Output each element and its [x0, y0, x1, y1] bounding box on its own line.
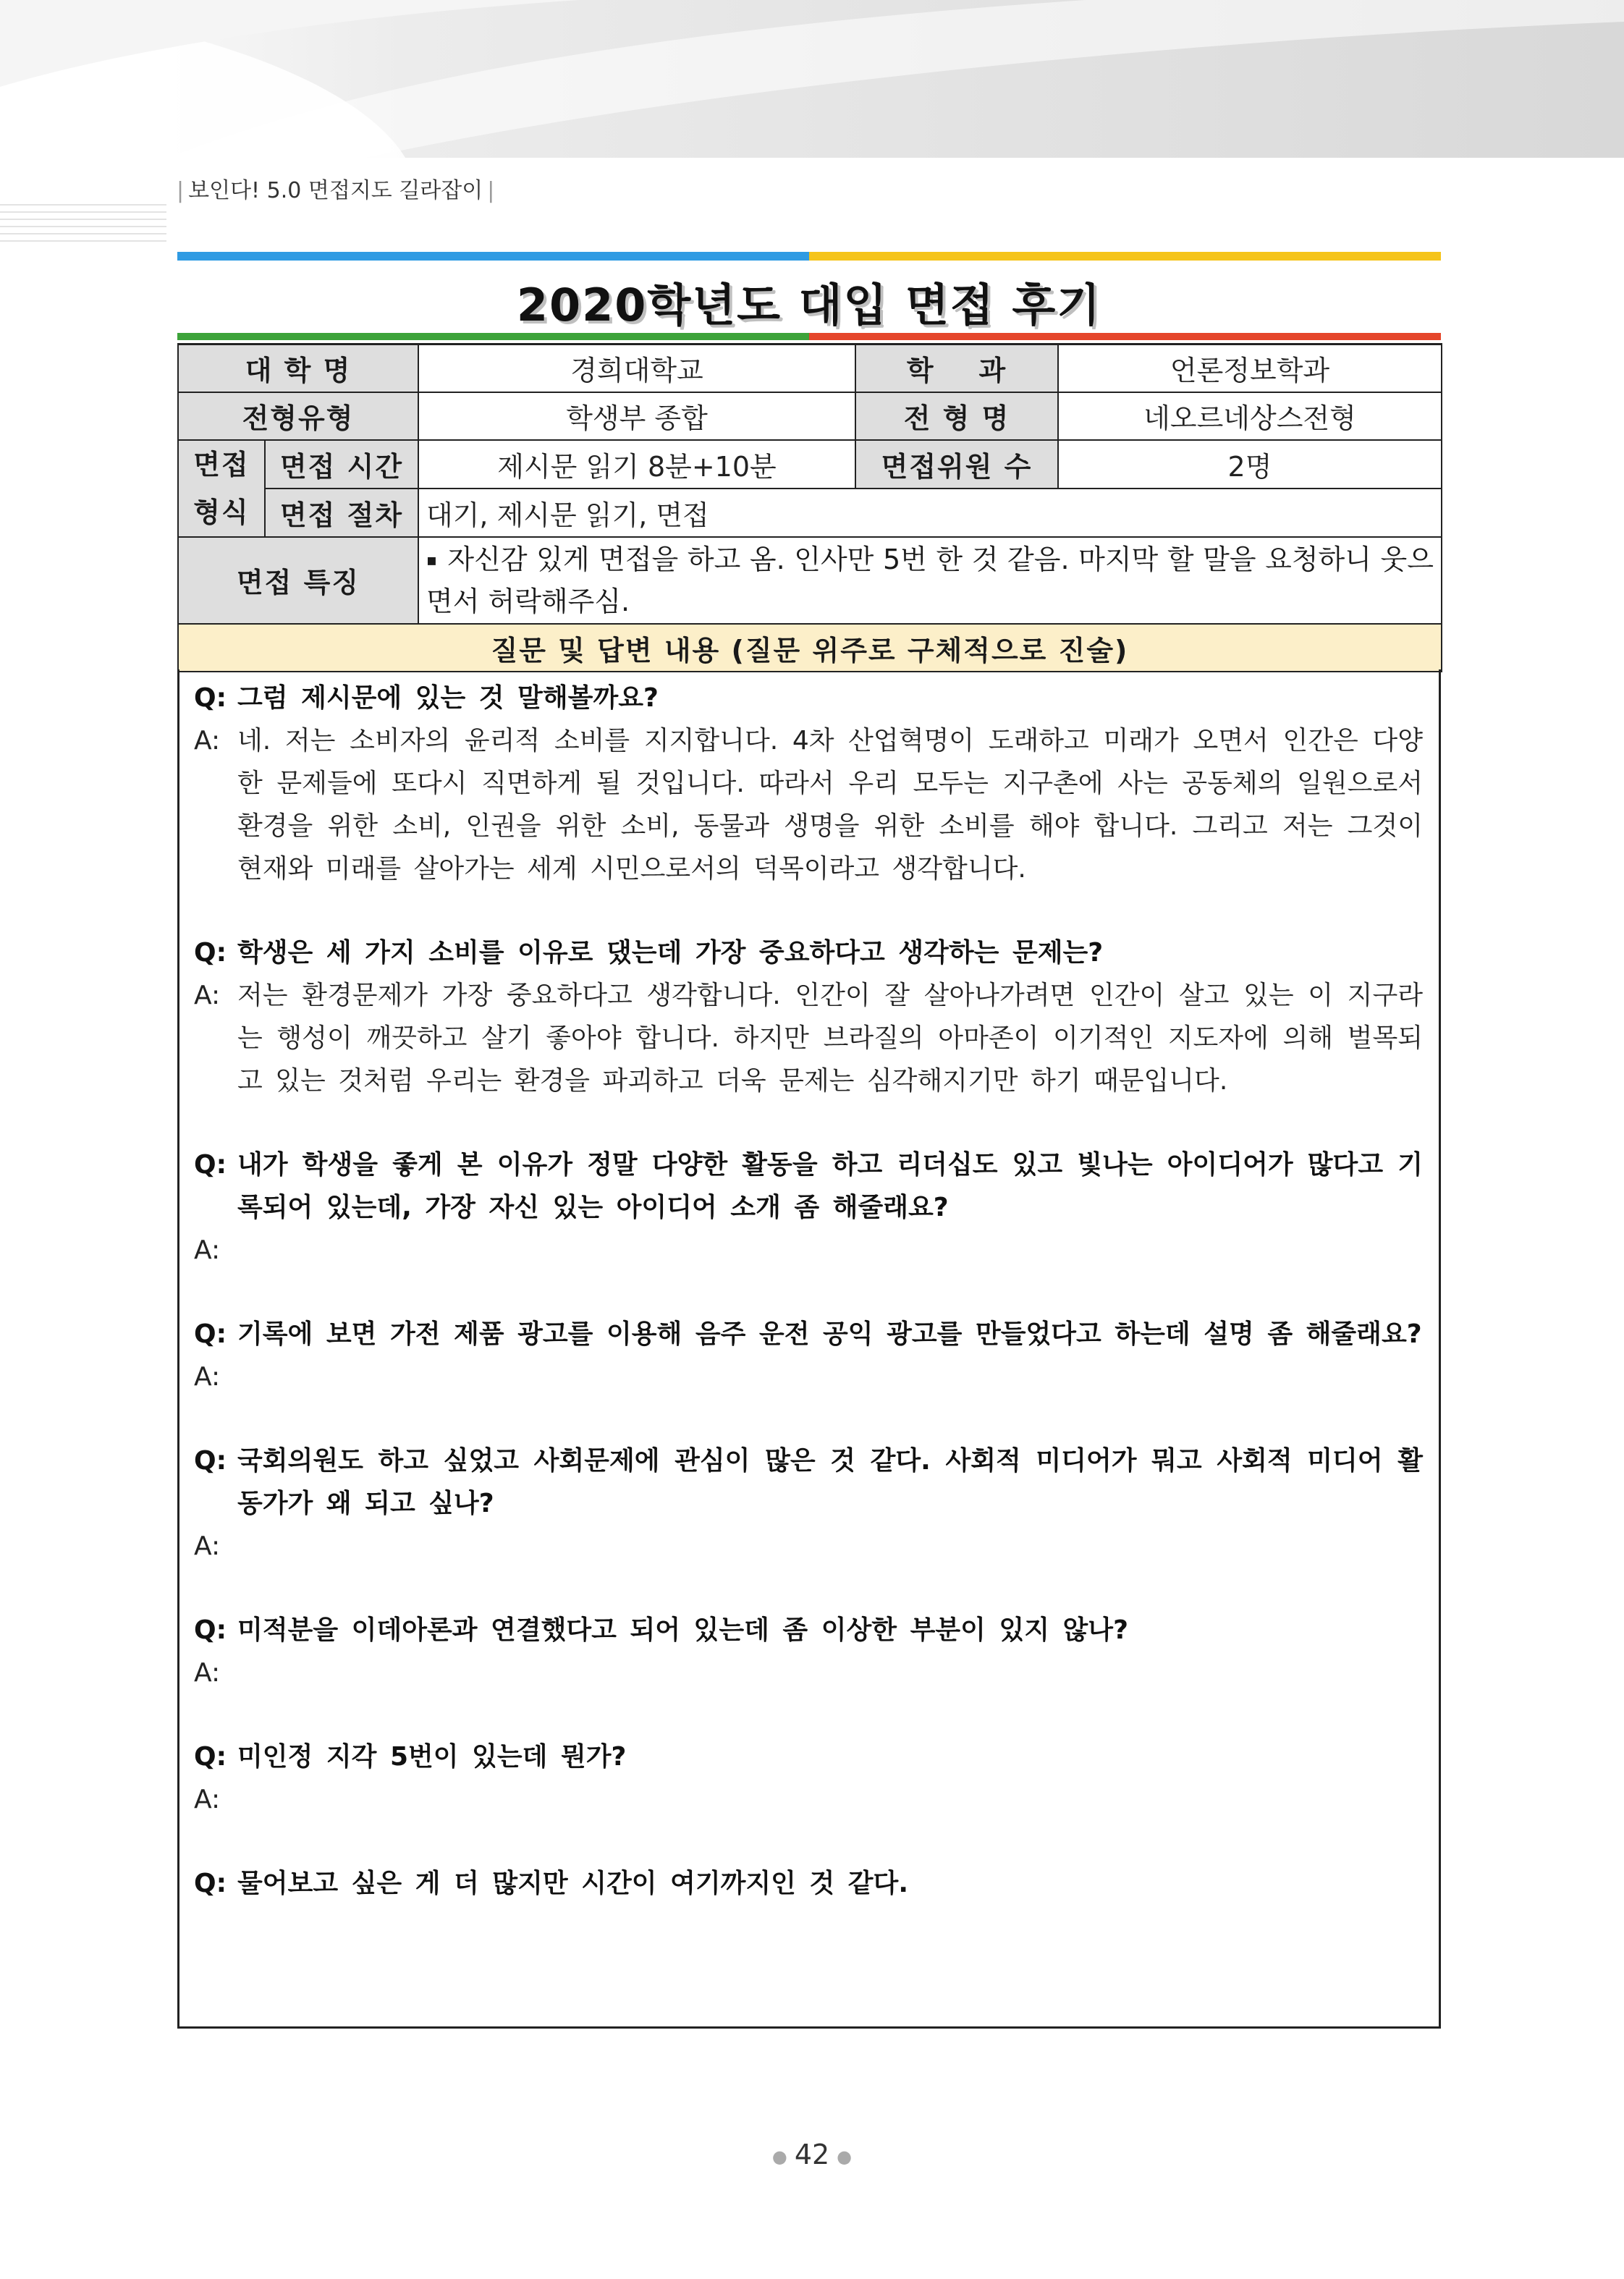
question — [194, 677, 1423, 719]
qa-item — [194, 931, 1423, 1102]
track-value: 네오르네상스전형 — [1058, 392, 1442, 440]
procedure-label: 면접 절차 — [265, 489, 418, 537]
answer-prefix: A: — [194, 1785, 221, 1814]
answer-text: 저는 환경문제가 가장 중요하다고 생각합니다. 인간이 잘 살아나가려면 인간이 살고 있는 이 지구라는 행성이 깨끗하고 살기 좋아야 합니다. 하지만 브라질의 아마존이 이기적인 지도자에 의해 벌목되고 있는 것처럼 우리는 환경을 파괴하고 더욱 문제는 심각해지기만 하기 때문입니다. — [237, 981, 1423, 1096]
question-text: 그럼 제시문에 있는 것 말해볼까요? — [237, 683, 659, 713]
answer — [194, 1652, 1423, 1694]
qa-item — [194, 1313, 1423, 1398]
answer-text — [237, 1778, 1423, 1821]
format-label-line1: 면접 — [193, 448, 250, 481]
question-text: 미인정 지각 5번이 있는데 뭔가? — [237, 1742, 627, 1772]
qa-list — [177, 669, 1441, 2029]
question-text: 내가 학생을 좋게 본 이유가 정말 다양한 활동을 하고 리더십도 있고 빛나는 아이디어가 많다고 기록되어 있는데, 가장 자신 있는 아이디어 소개 좀 해줄래요? — [237, 1150, 1423, 1222]
answer-text: 네. 저는 소비자의 윤리적 소비를 지지합니다. 4차 산업혁명이 도래하고 미래가 오면서 인간은 다양한 문제들에 또다시 직면하게 될 것입니다. 따라서 우리 모두는 지구촌에 사는 공동체의 일원으로서 환경을 위한 소비, 인권을 위한 소비, 동물과 생명을 위한 소비를 해야 합니다. 그리고 저는 그것이 현재와 미래를 살아가는 세계 시민으로서의 덕목이라고 생각합니다. — [237, 726, 1423, 884]
answer — [194, 1525, 1423, 1568]
answer — [194, 719, 1423, 890]
answer — [194, 974, 1423, 1102]
question-prefix: Q: — [194, 938, 227, 968]
question — [194, 1313, 1423, 1356]
interviewers-value: 2명 — [1058, 440, 1442, 489]
qa-item — [194, 1143, 1423, 1272]
university-label: 대 학 명 — [178, 344, 418, 392]
answer — [194, 1778, 1423, 1821]
question-prefix: Q: — [194, 1319, 227, 1349]
feature-label: 면접 특징 — [178, 537, 418, 625]
format-label — [178, 440, 265, 537]
question — [194, 1143, 1423, 1229]
feature-text: 자신감 있게 면접을 하고 옴. 인사만 5번 한 것 같음. 마지막 할 말을 요청하니 웃으면서 허락해주심. — [426, 543, 1434, 617]
question — [194, 1862, 1423, 1905]
question — [194, 931, 1423, 974]
type-value: 학생부 종합 — [418, 392, 855, 440]
info-row — [178, 344, 1442, 392]
answer-text — [237, 1525, 1423, 1568]
page-title: 2020학년도 대입 면접 후기 — [516, 279, 1102, 331]
department-label: 학 과 — [855, 344, 1058, 392]
question — [194, 1609, 1423, 1652]
page-number — [0, 2139, 1624, 2170]
decorative-lines — [0, 204, 166, 248]
question-text: 물어보고 싶은 게 더 많지만 시간이 여기까지인 것 같다. — [237, 1869, 909, 1898]
type-label: 전형유형 — [178, 392, 418, 440]
breadcrumb-text: 보인다! 5.0 면접지도 길라잡이 — [188, 178, 483, 203]
breadcrumb-divider: | — [487, 178, 495, 203]
question-prefix: Q: — [194, 1742, 227, 1772]
interview-info-table — [177, 343, 1442, 672]
info-row — [178, 392, 1442, 440]
breadcrumb — [172, 172, 499, 204]
section-title: 질문 및 답변 내용 (질문 위주로 구체적으로 진술) — [178, 624, 1442, 672]
dot-icon: ● — [837, 2146, 853, 2167]
feature-value — [418, 537, 1442, 625]
info-row — [178, 489, 1442, 537]
answer — [194, 1356, 1423, 1398]
question-text: 기록에 보면 가전 제품 광고를 이용해 음주 운전 공익 광고를 만들었다고 하는데 설명 좀 해줄래요? — [237, 1319, 1422, 1349]
question-prefix: Q: — [194, 1869, 227, 1898]
interviewers-label: 면접위원 수 — [855, 440, 1058, 489]
answer — [194, 1229, 1423, 1272]
track-label: 전 형 명 — [855, 392, 1058, 440]
info-row — [178, 624, 1442, 672]
time-value: 제시문 읽기 8분+10분 — [418, 440, 855, 489]
qa-item — [194, 1862, 1423, 1905]
answer-prefix: A: — [194, 1658, 221, 1688]
time-label: 면접 시간 — [265, 440, 418, 489]
university-value: 경희대학교 — [418, 344, 855, 392]
bullet-icon: ▪ — [426, 551, 438, 570]
format-label-line2: 형식 — [193, 496, 250, 528]
procedure-value: 대기, 제시문 읽기, 면접 — [418, 489, 1442, 537]
qa-item — [194, 1439, 1423, 1568]
question — [194, 1439, 1423, 1525]
breadcrumb-divider: | — [177, 178, 185, 203]
answer-prefix: A: — [194, 1362, 221, 1392]
question-prefix: Q: — [194, 683, 227, 713]
dot-icon: ● — [771, 2146, 787, 2167]
question-text: 학생은 세 가지 소비를 이유로 댔는데 가장 중요하다고 생각하는 문제는? — [237, 938, 1104, 968]
title-color-stripe — [177, 333, 1441, 340]
answer-text — [237, 1229, 1423, 1272]
question-prefix: Q: — [194, 1615, 227, 1645]
page-number-text: 42 — [794, 2139, 830, 2170]
answer-prefix: A: — [194, 1235, 221, 1265]
question-text: 국회의원도 하고 싶었고 사회문제에 관심이 많은 것 같다. 사회적 미디어가 뭐고 사회적 미디어 활동가가 왜 되고 싶나? — [237, 1446, 1423, 1518]
answer-text — [237, 1652, 1423, 1694]
answer-prefix: A: — [194, 981, 221, 1010]
question-prefix: Q: — [194, 1446, 227, 1476]
question-text: 미적분을 이데아론과 연결했다고 되어 있는데 좀 이상한 부분이 있지 않나? — [237, 1615, 1128, 1645]
department-value: 언론정보학과 — [1058, 344, 1442, 392]
answer-text — [237, 1356, 1423, 1398]
qa-item — [194, 1735, 1423, 1821]
info-row — [178, 537, 1442, 625]
answer-prefix: A: — [194, 1531, 221, 1561]
qa-item — [194, 1609, 1423, 1694]
answer-prefix: A: — [194, 726, 221, 756]
question-prefix: Q: — [194, 1150, 227, 1180]
qa-item — [194, 677, 1423, 890]
top-color-stripe — [177, 252, 1441, 261]
question — [194, 1735, 1423, 1778]
info-row — [178, 440, 1442, 489]
